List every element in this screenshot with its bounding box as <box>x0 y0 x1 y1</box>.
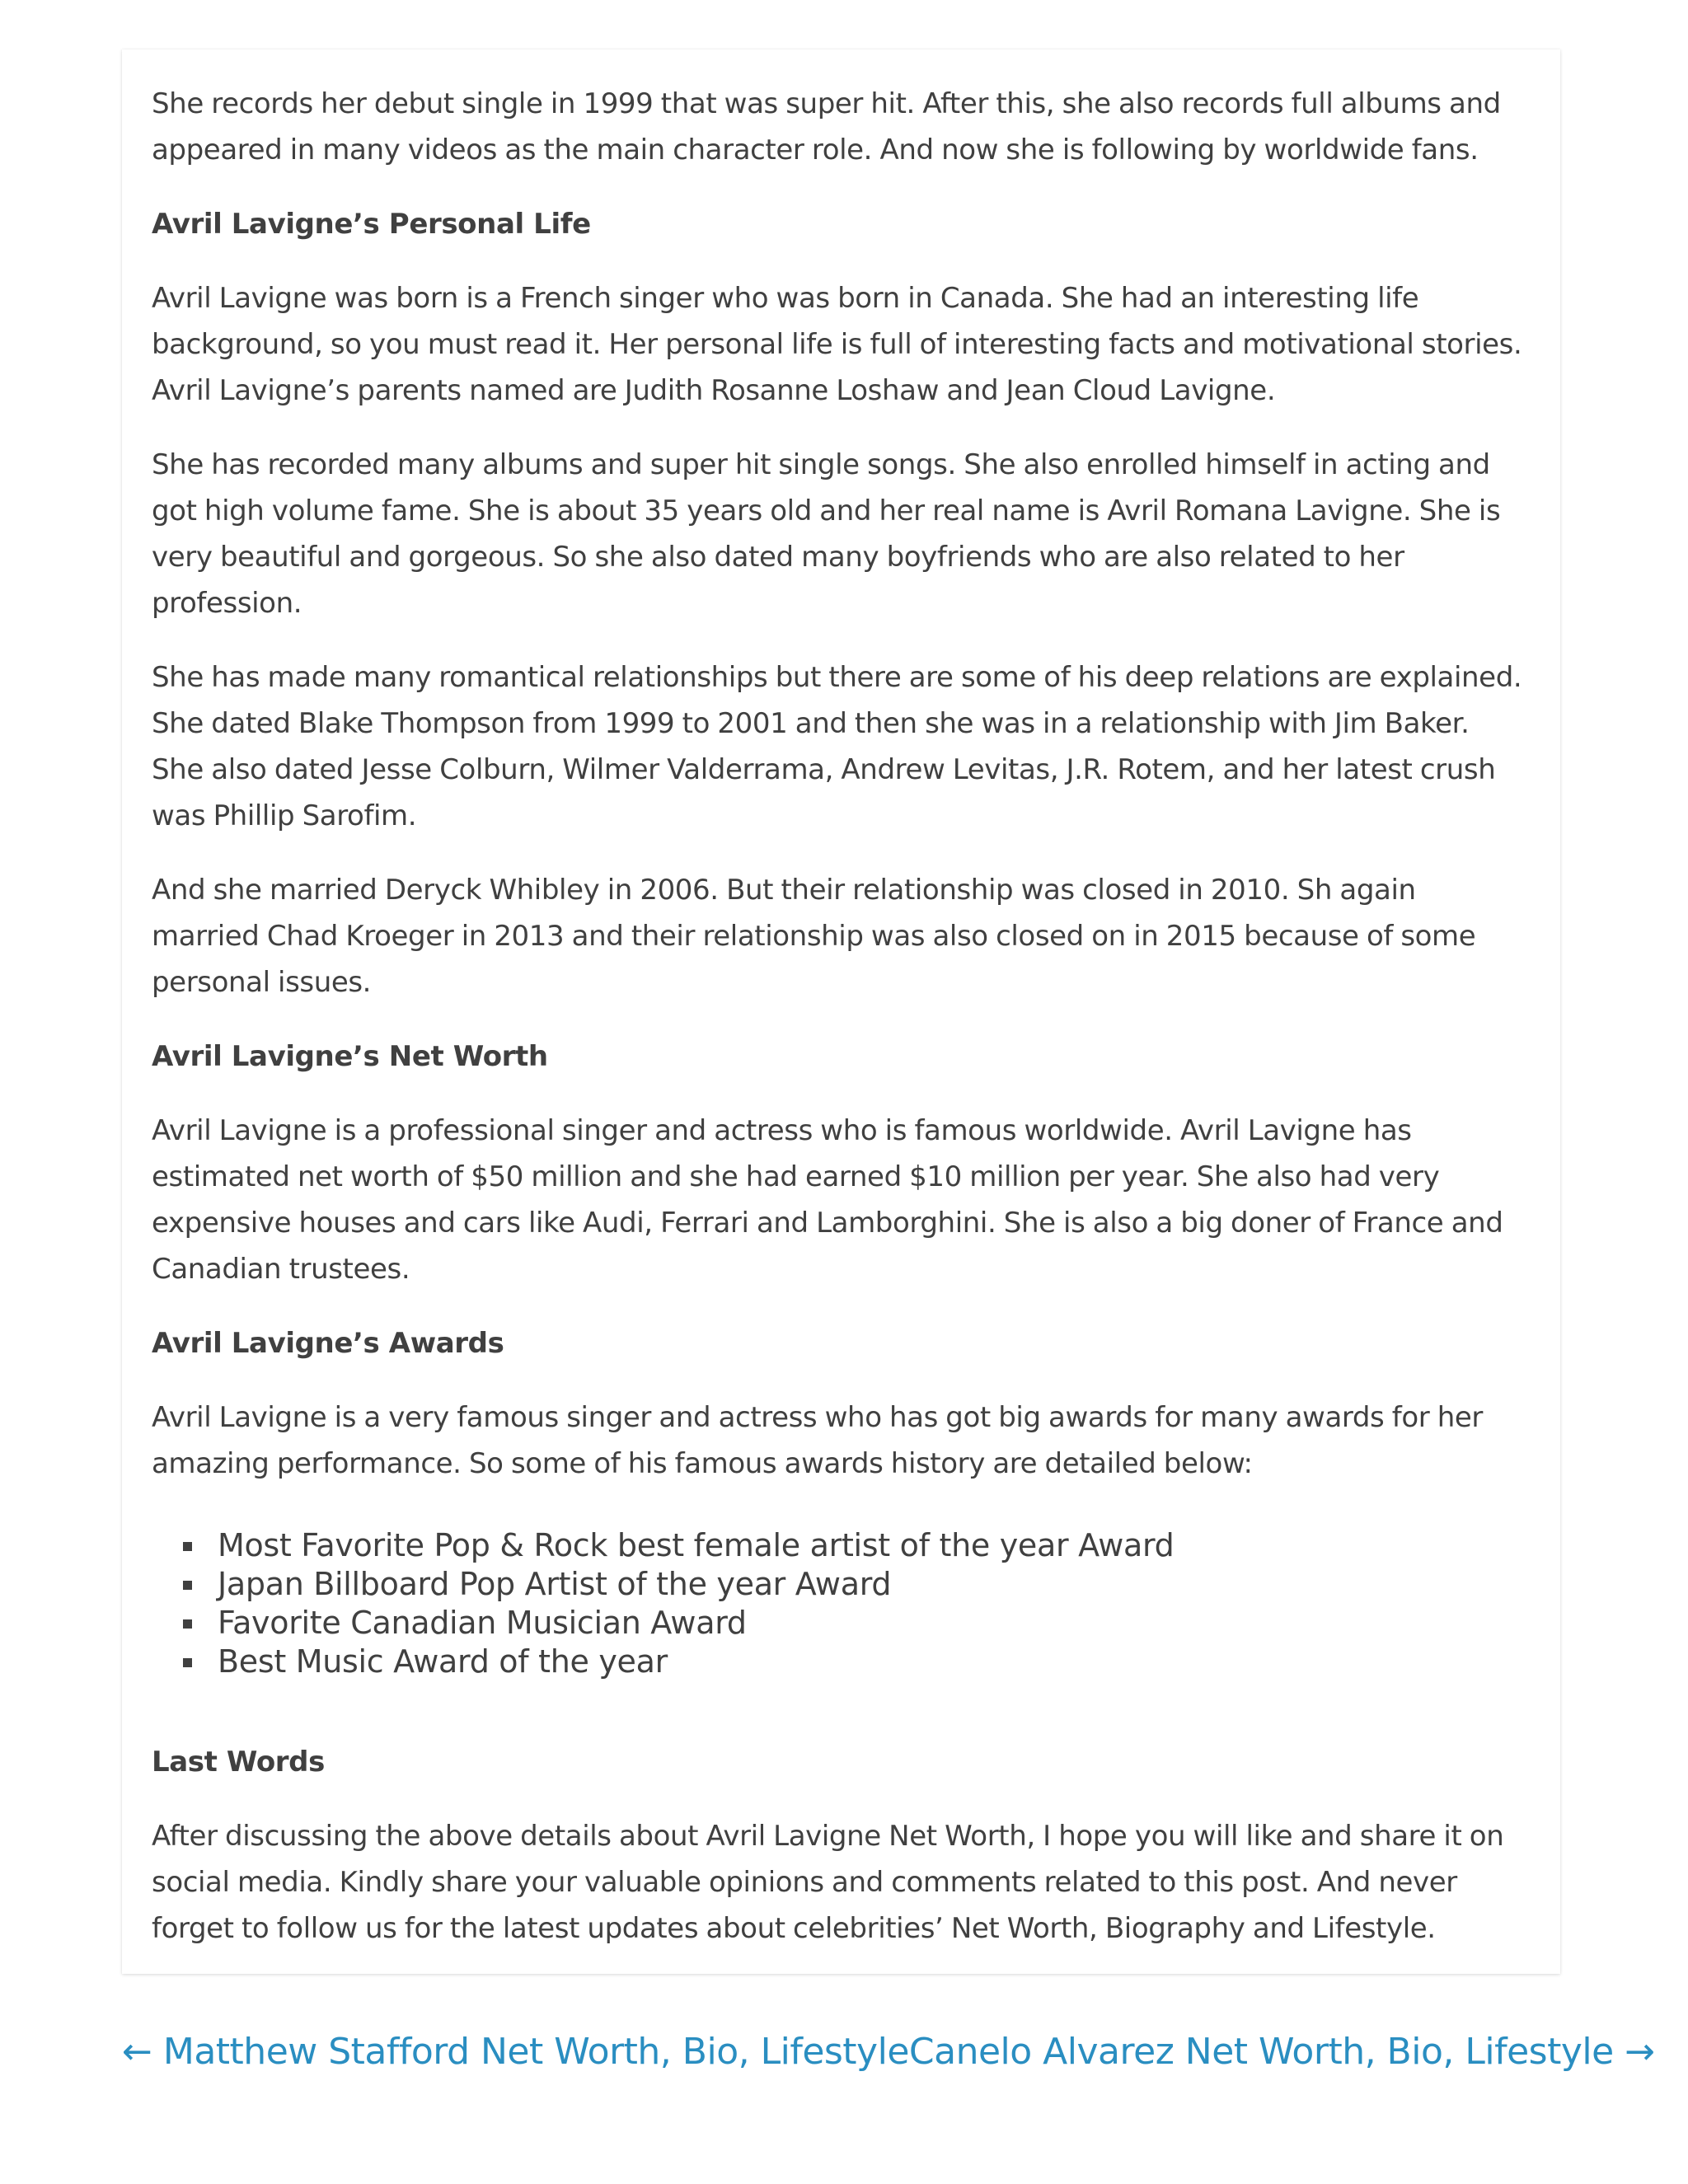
award-label: Japan Billboard Pop Artist of the year Award <box>218 1566 892 1602</box>
intro-paragraph: She records her debut single in 1999 that was super hit. After this, she also records full albums and appeared in many videos as the main character role. And now she is following by worldwide fans. <box>152 87 1501 166</box>
personal-life-paragraph: She has made many romantical relationships but there are some of his deep relations are explained. She dated Blake Thompson from 1999 to 2001 and then she was in a relationship with Jim Baker. She also dated Jesse Colburn, Wilmer Valderrama, Andrew Levitas, J.R. Rotem, and her latest crush was Phillip Sarofim. <box>152 661 1522 832</box>
list-item <box>218 1565 1527 1604</box>
arrow-left-icon: ← <box>122 2031 152 2073</box>
next-post-label: Canelo Alvarez Net Worth, Bio, Lifestyle <box>908 2031 1614 2073</box>
awards-list <box>152 1526 1527 1681</box>
award-label: Favorite Canadian Musician Award <box>218 1605 747 1641</box>
previous-post-label: Matthew Stafford Net Worth, Bio, Lifestyle <box>162 2031 909 2073</box>
net-worth-paragraph: Avril Lavigne is a professional singer and actress who is famous worldwide. Avril Lavigne has estimated net worth of $50 million and she had earned $10 million per year. She also had very expensive houses and cars like Audi, Ferrari and Lamborghini. She is also a big doner of France and Canadian trustees. <box>152 1114 1503 1286</box>
list-item <box>218 1643 1527 1681</box>
next-post-link[interactable] <box>909 2023 1655 2081</box>
personal-life-paragraph: She has recorded many albums and super hit single songs. She also enrolled himself in acting and got high volume fame. She is about 35 years old and her real name is Avril Romana Lavigne. She is very beautiful and gorgeous. So she also dated many boyfriends who are also related to her profession. <box>152 448 1501 620</box>
personal-life-paragraph: Avril Lavigne was born is a French singer who was born in Canada. She had an interesting life background, so you must read it. Her personal life is full of interesting facts and motivational stories. Avril Lavigne’s parents named are Judith Rosanne Loshaw and Jean Cloud Lavigne. <box>152 282 1522 407</box>
award-label: Most Favorite Pop & Rock best female artist of the year Award <box>218 1527 1175 1563</box>
list-item <box>218 1604 1527 1643</box>
last-words-paragraph: After discussing the above details about Avril Lavigne Net Worth, I hope you will like and share it on social media. Kindly share your valuable opinions and comments related to this post. And never forget to follow us for the latest updates about celebrities’ Net Worth, Biography and Lifestyle. <box>152 1820 1504 1945</box>
article-content <box>122 49 1560 1974</box>
arrow-right-icon: → <box>1625 2031 1655 2073</box>
award-label: Best Music Award of the year <box>218 1643 668 1680</box>
personal-life-heading: Avril Lavigne’s Personal Life <box>152 208 591 241</box>
net-worth-heading: Avril Lavigne’s Net Worth <box>152 1040 548 1073</box>
previous-post-link[interactable] <box>122 2023 909 2081</box>
post-navigation <box>122 2023 1655 2081</box>
last-words-heading: Last Words <box>152 1746 325 1779</box>
awards-paragraph: Avril Lavigne is a very famous singer and actress who has got big awards for many awards for her amazing performance. So some of his famous awards history are detailed below: <box>152 1401 1483 1480</box>
list-item <box>218 1526 1527 1565</box>
personal-life-paragraph: And she married Deryck Whibley in 2006. But their relationship was closed in 2010. Sh again married Chad Kroeger in 2013 and their relationship was also closed on in 2015 because of some personal issues. <box>152 874 1476 999</box>
awards-heading: Avril Lavigne’s Awards <box>152 1327 504 1360</box>
